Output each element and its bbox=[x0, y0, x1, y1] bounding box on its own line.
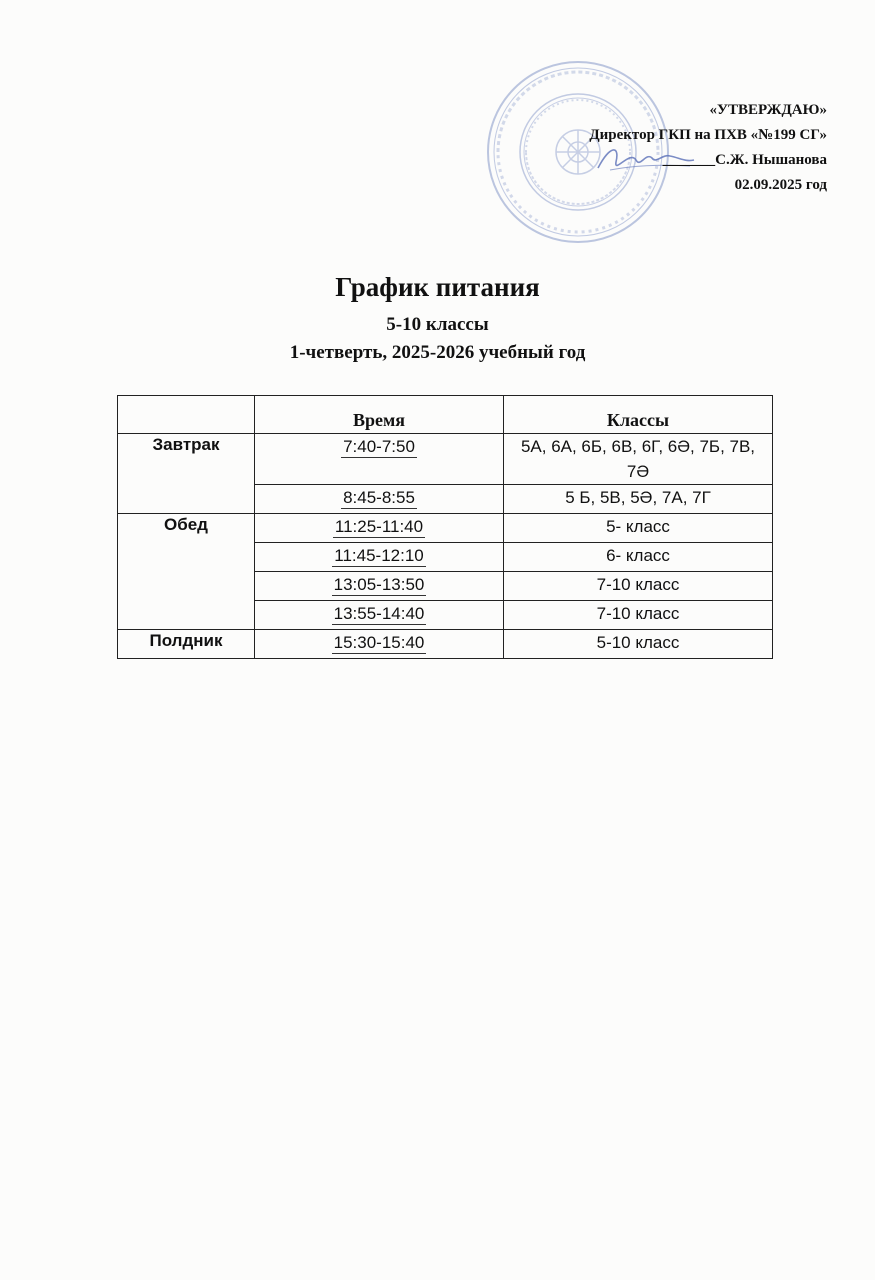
table-row bbox=[118, 514, 773, 543]
page-title: График питания bbox=[335, 272, 540, 302]
subtitle-classes: 5-10 классы bbox=[386, 314, 489, 335]
table-row bbox=[118, 434, 773, 485]
header-classes: Классы bbox=[504, 396, 773, 434]
classes-cell: 6- класс bbox=[504, 543, 773, 572]
meal-snack: Полдник bbox=[118, 630, 255, 659]
time-cell bbox=[255, 514, 504, 543]
classes-cell: 7-10 класс bbox=[504, 601, 773, 630]
time-cell bbox=[255, 572, 504, 601]
director-name: С.Ж. Нышанова bbox=[715, 152, 827, 168]
table-row bbox=[118, 630, 773, 659]
table-header-row bbox=[118, 396, 773, 434]
time-cell bbox=[255, 434, 504, 485]
classes-cell: 5 Б, 5В, 5Ә, 7А, 7Г bbox=[504, 485, 773, 514]
time-value: 7:40-7:50 bbox=[343, 437, 415, 456]
time-value: 8:45-8:55 bbox=[343, 488, 415, 507]
classes-cell: 5- класс bbox=[504, 514, 773, 543]
classes-cell: 7-10 класс bbox=[504, 572, 773, 601]
time-value: 13:55-14:40 bbox=[333, 604, 425, 623]
time-value: 13:05-13:50 bbox=[333, 575, 425, 594]
time-cell bbox=[255, 543, 504, 572]
subtitle-period: 1-четверть, 2025-2026 учебный год bbox=[289, 342, 586, 363]
classes-cell: 5-10 класс bbox=[504, 630, 773, 659]
approval-block bbox=[487, 98, 827, 198]
approval-heading: «УТВЕРЖДАЮ» bbox=[709, 102, 827, 118]
signature-line: _______ bbox=[662, 152, 716, 168]
meal-lunch: Обед bbox=[118, 514, 255, 630]
time-value: 15:30-15:40 bbox=[333, 633, 425, 652]
approval-date: 02.09.2025 год bbox=[734, 177, 827, 193]
time-cell bbox=[255, 485, 504, 514]
header-time: Время bbox=[255, 396, 504, 434]
header-meal bbox=[118, 396, 255, 434]
time-value: 11:45-12:10 bbox=[334, 546, 424, 565]
director-position: Директор ГКП на ПХВ «№199 СГ» bbox=[589, 127, 827, 143]
meal-schedule-table bbox=[117, 395, 773, 659]
time-value: 11:25-11:40 bbox=[334, 517, 424, 536]
classes-cell: 5А, 6А, 6Б, 6В, 6Г, 6Ә, 7Б, 7В, 7Ә bbox=[504, 434, 773, 485]
time-cell bbox=[255, 601, 504, 630]
meal-breakfast: Завтрак bbox=[118, 434, 255, 514]
time-cell bbox=[255, 630, 504, 659]
director-signature-row bbox=[487, 148, 827, 173]
